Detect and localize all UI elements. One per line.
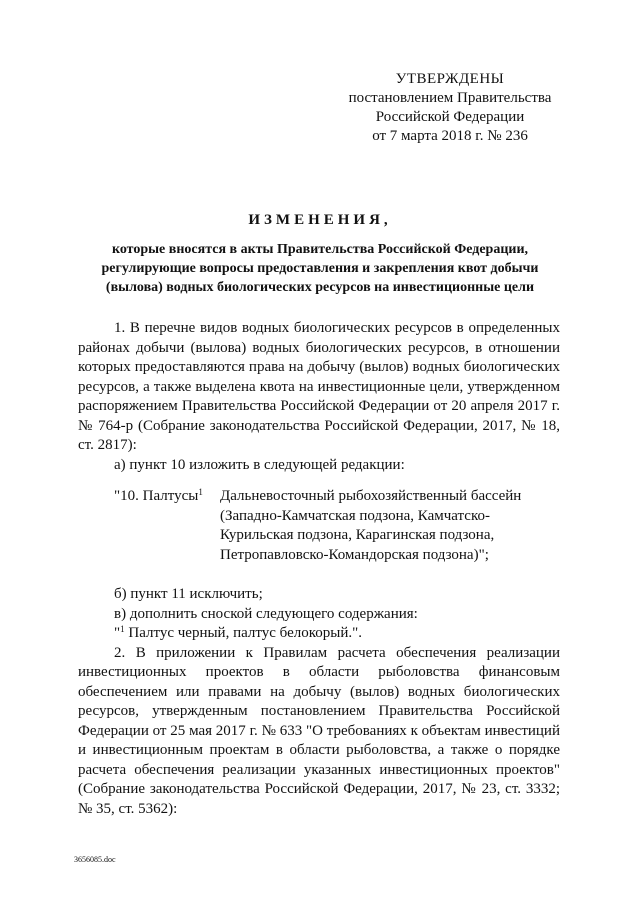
quote-left-cell: "10. Палтусы$^1$ [114,487,203,504]
paragraph-2-line: № 35, ст. 5362): [78,800,178,817]
subtitle-line: регулирующие вопросы предоставления и закрепления квот добычи [101,261,539,276]
approval-line-1: постановлением Правительства [348,90,552,106]
paragraph-1-line: распоряжением Правительства Российской Федерации от 20 апреля 2017 г. [78,398,560,414]
quoted-item-10 [78,487,560,565]
footnote-marker: 1 [120,624,125,634]
paragraph-2-line: расчета обеспечения реализации указанных инвестиционных проектов" [78,761,560,778]
paragraph-2-line: 2. В приложении к Правилам расчета обеспечения реализации [114,644,560,661]
item-a: а) пункт 10 изложить в следующей редакции: [114,456,405,473]
approval-heading: УТВЕРЖДЕНЫ [395,71,505,87]
paragraph-2-line: ресурсов, утвержденным постановлением Правительства Российской [78,703,560,719]
paragraph-1-line: ст. 2817): [78,437,137,453]
quote-right-line: Курильская подзона, Карагинская подзона, [220,527,495,543]
approval-block [330,70,570,146]
footnote-marker: 1 [198,487,203,497]
quote-right-line: (Западно-Камчатская подзона, Камчатско- [220,507,490,524]
paragraph-1-line: ресурсов, а также выделена квота на инвестиционные цели, утвержденном [78,378,560,395]
document-subtitle [60,240,580,297]
paragraph-2-line: инвестиционных проектов в области рыболовства финансовым [78,664,560,680]
paragraph-1-line: районах добычи (вылова) водных биологических ресурсов, в отношении [78,339,560,356]
footnote-text: "$^1$ Палтус черный, палтус белокорый.". [114,624,362,641]
item-v: в) дополнить сноской следующего содержания: [114,605,418,622]
quote-right-line: Петропавловско-Командорская подзона)"; [220,546,489,563]
paragraph-2-line: Федерации от 25 мая 2017 г. № 633 "О требованиях к объектам инвестиций [78,722,560,739]
paragraph-1-line: № 764-р (Собрание законодательства Российской Федерации, 2017, № 18, [78,417,560,434]
document-body [78,319,560,819]
paragraph-2-line: (Собрание законодательства Российской Федерации, 2017, № 23, ст. 3332; [78,781,560,797]
quote-right-line: Дальневосточный рыбохозяйственный бассейн [220,488,522,504]
paragraph-2-line: и инвестиционным проектам в области рыболовства, а также о порядке [78,742,560,758]
paragraph-1-line: которых предоставляются права на добычу (вылов) водных биологических [78,359,560,375]
subtitle-line: (вылова) водных биологических ресурсов на инвестиционные цели [105,280,535,295]
paragraph-1-line: 1. В перечне видов водных биологических ресурсов в определенных [114,320,560,336]
approval-line-3: от 7 марта 2018 г. № 236 [372,128,528,144]
file-name-footer: 3656085.doc [74,855,116,864]
quote-right-cell [220,487,560,565]
item-b: б) пункт 11 исключить; [114,586,263,602]
approval-line-2: Российской Федерации [375,109,525,125]
document-title: ИЗМЕНЕНИЯ, [248,212,392,228]
subtitle-line: которые вносятся в акты Правительства Российской Федерации, [111,242,529,257]
paragraph-2-line: обеспечением или правами на добычу (вылов) водных биологических [78,683,560,700]
